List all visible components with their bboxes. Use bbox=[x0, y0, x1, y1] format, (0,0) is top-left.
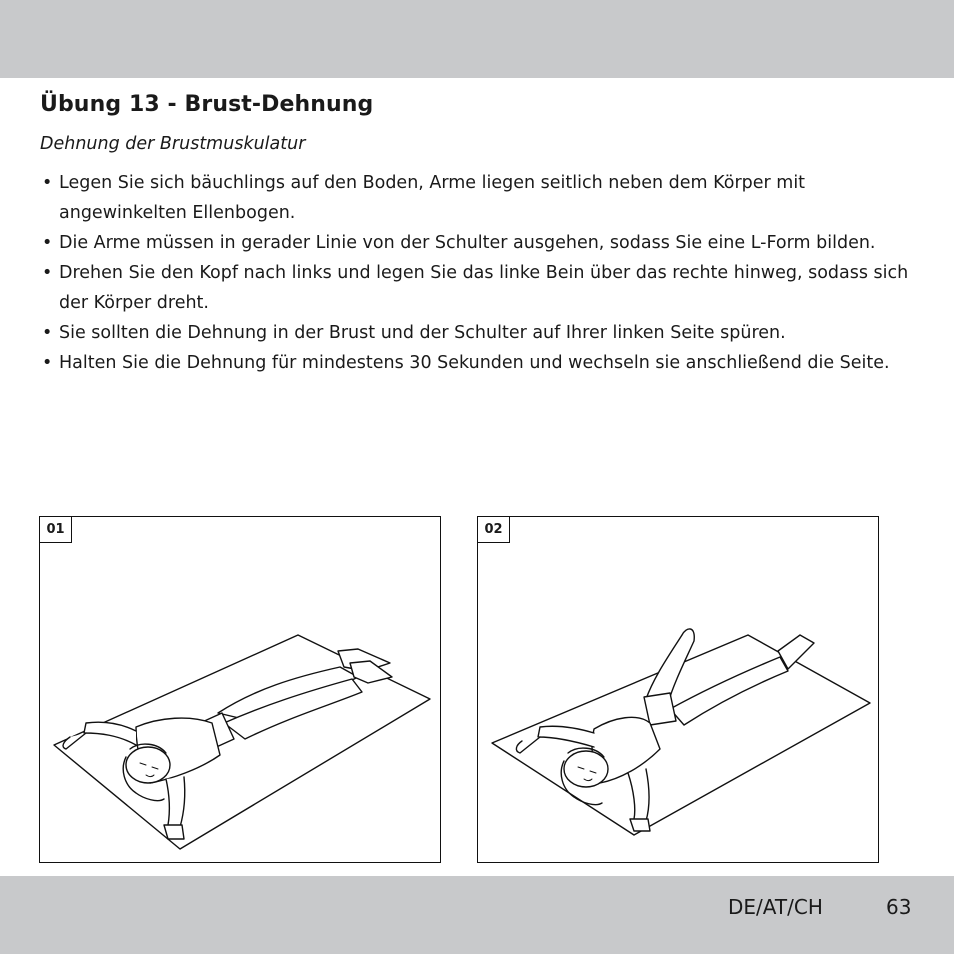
instruction-item: • Sie sollten die Dehnung in der Brust und der Schulter auf Ihrer linken Seite spüren. bbox=[40, 318, 920, 348]
instruction-item: • Legen Sie sich bäuchlings auf den Boden, Arme liegen seitlich neben dem Körper mit angewinkelten Ellenbogen. bbox=[40, 168, 920, 228]
figure-step-1 bbox=[39, 516, 441, 863]
exercise-title: Übung 13 - Brust-Dehnung bbox=[40, 92, 374, 117]
illustration-step-1 bbox=[40, 517, 440, 862]
instruction-list bbox=[40, 168, 920, 378]
top-band bbox=[0, 0, 954, 78]
figure-label: 01 bbox=[40, 517, 72, 543]
figure-label: 02 bbox=[478, 517, 510, 543]
page-number: 63 bbox=[886, 895, 912, 919]
exercise-subtitle: Dehnung der Brustmuskulatur bbox=[40, 134, 306, 154]
figure-step-2 bbox=[477, 516, 879, 863]
instruction-item: • Drehen Sie den Kopf nach links und legen Sie das linke Bein über das rechte hinweg, sodass sich der Körper dreht. bbox=[40, 258, 920, 318]
footer-region: DE/AT/CH bbox=[728, 895, 823, 919]
instruction-item: • Halten Sie die Dehnung für mindestens 30 Sekunden und wechseln sie anschließend die Seite. bbox=[40, 348, 920, 378]
illustration-step-2 bbox=[478, 517, 878, 862]
instruction-item: • Die Arme müssen in gerader Linie von der Schulter ausgehen, sodass Sie eine L-Form bilden. bbox=[40, 228, 920, 258]
